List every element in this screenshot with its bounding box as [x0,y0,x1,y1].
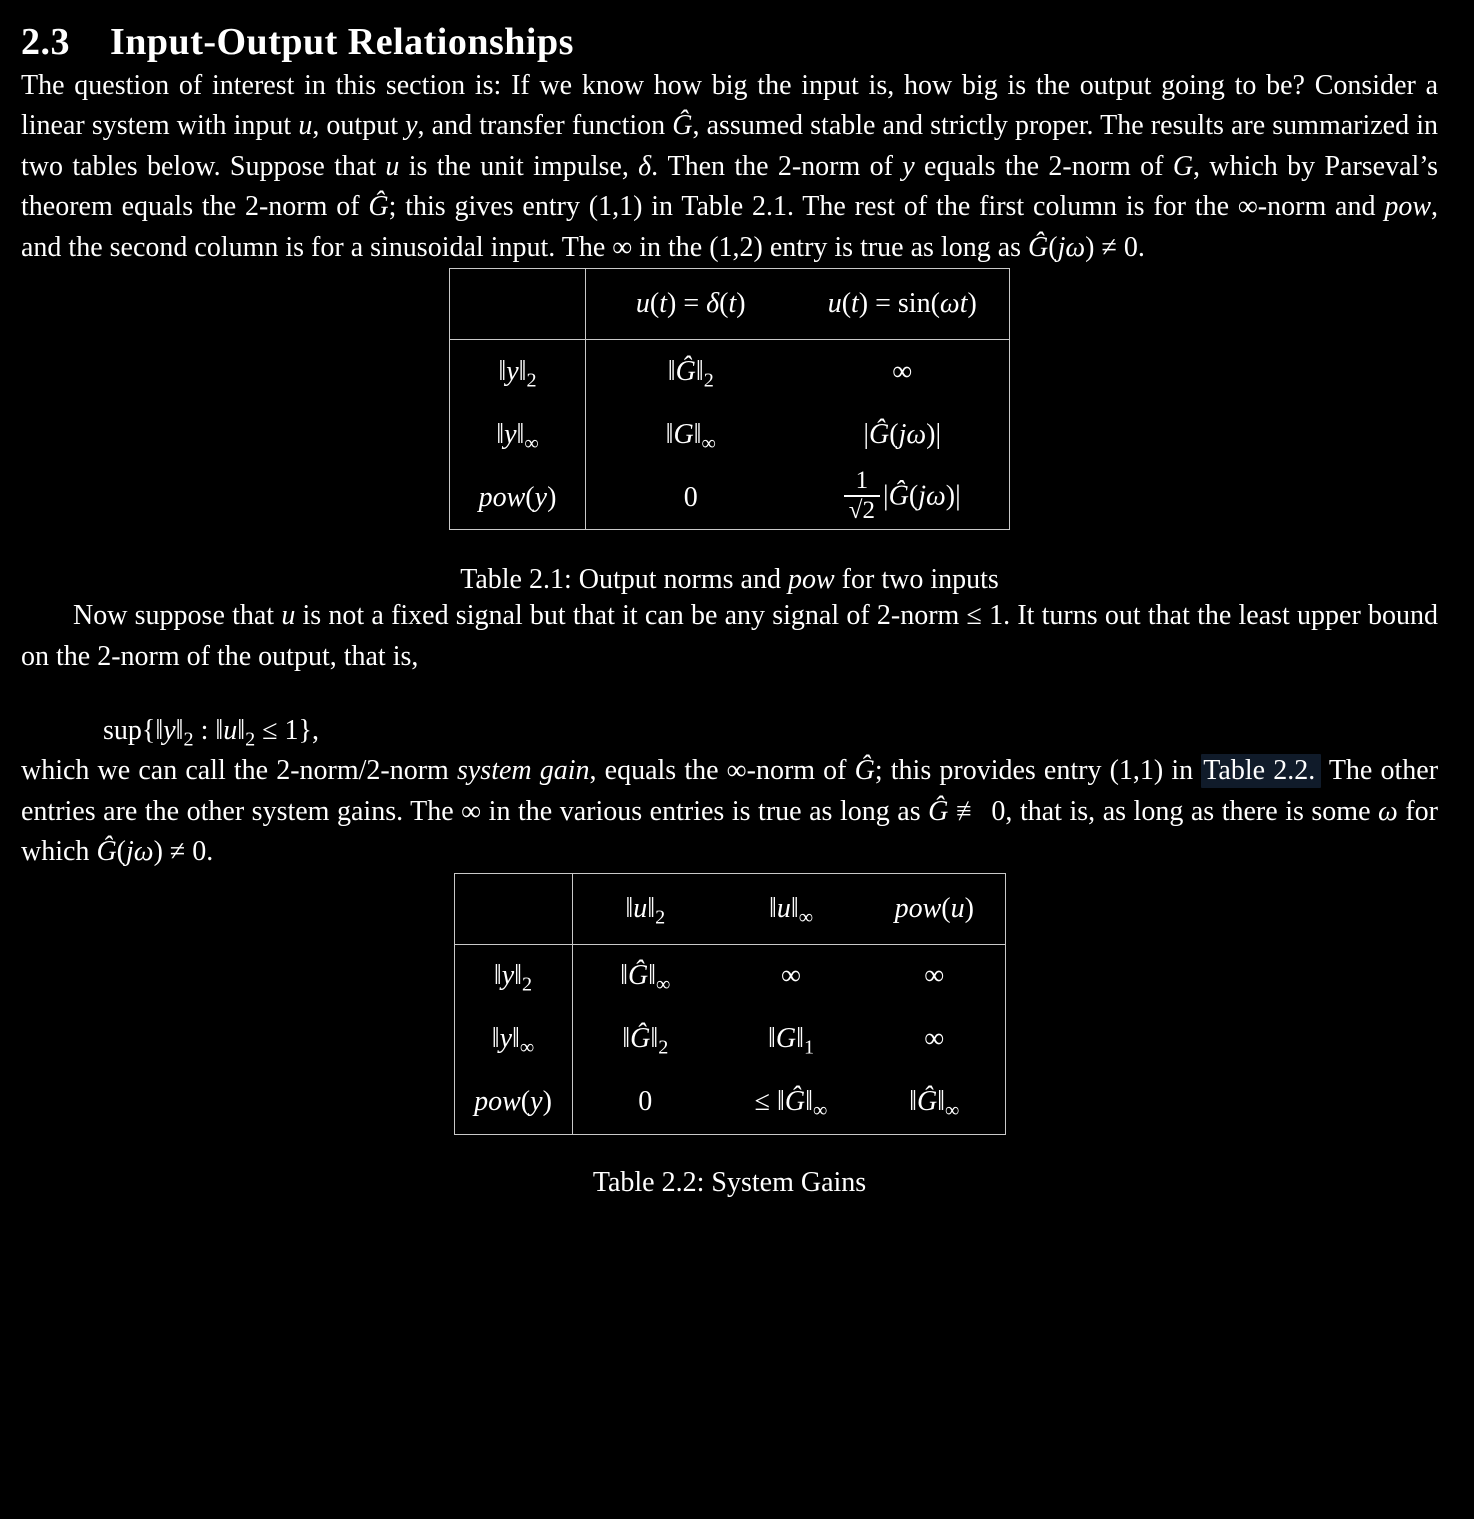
table1-row-yinf [450,403,1010,466]
table1-label-yinf: $‖y‖_\infty$ [450,403,586,466]
paragraph-intro: The question of interest in this section is: If we know how big the input is, how big is the output going to be? Consider a linear system with input u, output y, and transfer function Ĝ, assumed stable and strictly proper. The results are summarized in two tables below. Suppose that u is the unit impulse, δ. Then the 2-norm of y equals the 2-norm of G, which by Parseval’s theorem equals the 2-norm of Ĝ; this gives entry (1,1) in Table 2.1. The rest of the first column is for the ∞-norm and pow, and the second column is for a sinusoidal input. The ∞ in the (1,2) entry is true as long as Ĝ(jω) ≠ 0. [21,69,1439,263]
fraction-trailing-term: |Ĝ(jω)| [883,480,961,512]
table2-header-powu: pow(u) [864,873,1005,944]
table2-cell-y2-uinf: ∞ [781,960,801,992]
table2-cell-y2-powu: ∞ [924,960,945,992]
table2-header-row [454,873,1005,944]
caption-table-2-1: Table 2.1: Output norms and pow for two inputs [460,564,999,596]
fraction-denominator: √2 [844,495,880,525]
table2-cell-yinf-powu: ∞ [924,1023,945,1055]
table1-header-impulse: u(t) = δ(t) [586,269,796,340]
p3-text-before-link: which we can call the 2-norm/2-norm system gain, equals the ∞-norm of Ĝ; this provides entry (1,1) in [21,755,1202,787]
table1-row-pow [450,466,1010,530]
table2-row-yinf [454,1008,1005,1071]
fraction-one-over-sqrt2 [844,467,880,525]
table2-cell-pow-u2: 0 [638,1086,653,1118]
table1-cell-yinf-sinusoid: |Ĝ(jω)| [863,418,942,450]
table1-cell-pow-sinusoid [796,466,1010,530]
table1-cell-pow-impulse: 0 [683,481,698,513]
table2-header-uinf: $‖u‖_\infty$ [718,873,864,944]
table1-header-sinusoid: u(t) = sin(ωt) [796,269,1010,340]
section-number: 2.3 [21,21,70,63]
caption-table-2-2: Table 2.2: System Gains [592,1166,867,1198]
table2-row-pow [454,1071,1005,1135]
equation-sup-norm: $sup\{‖y‖_2$ : $‖u‖_2 \le 1$}, [103,715,319,751]
table2-cell-yinf-uinf: $‖G‖_1$ [767,1023,815,1059]
section-heading [21,20,1438,66]
p3-text-after-link: The other entries are the other system gains. The ∞ in the various entries is true as long as Ĝ ≢ 0, that is, as long as there is some ω for which Ĝ(jω) ≠ 0. [21,755,1439,868]
table2-label-pow: pow(y) [454,1071,572,1135]
paragraph-suppose: Now suppose that u is not a fixed signal but that it can be any signal of 2-norm ≤ 1. It turns out that the least upper bound on the 2-norm of the output, that is, [21,600,1438,672]
section-title: Input-Output Relationships [110,21,574,63]
fraction-numerator: 1 [855,466,869,494]
table-2-2-reference-link[interactable]: Table 2.2. [1201,754,1321,788]
table2-corner-cell [454,873,572,944]
table2-label-yinf: $‖y‖_\infty$ [454,1008,572,1071]
table-output-norms [449,268,1010,530]
table2-cell-y2-u2: $‖Ĝ‖_\infty$ [620,960,671,996]
table1-corner-cell [450,269,586,340]
table1-cell-y2-impulse: $‖Ĝ‖_2$ [667,355,714,392]
table2-label-y2: $‖y‖_2$ [454,944,572,1008]
table2-cell-pow-uinf: ≤ $‖Ĝ‖_\infty$ [754,1086,828,1122]
table1-cell-y2-sinusoid: ∞ [892,355,913,387]
table1-cell-yinf-impulse: $‖G‖_\infty$ [665,418,716,455]
table2-row-y2 [454,944,1005,1008]
table1-label-pow: pow(y) [450,466,586,530]
table2-cell-yinf-u2: $‖Ĝ‖_2$ [622,1023,669,1059]
table2-cell-pow-powu: $‖Ĝ‖_\infty$ [909,1086,960,1122]
table1-header-row [450,269,1010,340]
table2-header-u2: $‖u‖_2$ [572,873,718,944]
table1-label-y2: $‖y‖_2$ [450,340,586,404]
table-system-gains [454,873,1006,1135]
paragraph-system-gain [21,751,1438,873]
table1-row-y2 [450,340,1010,404]
